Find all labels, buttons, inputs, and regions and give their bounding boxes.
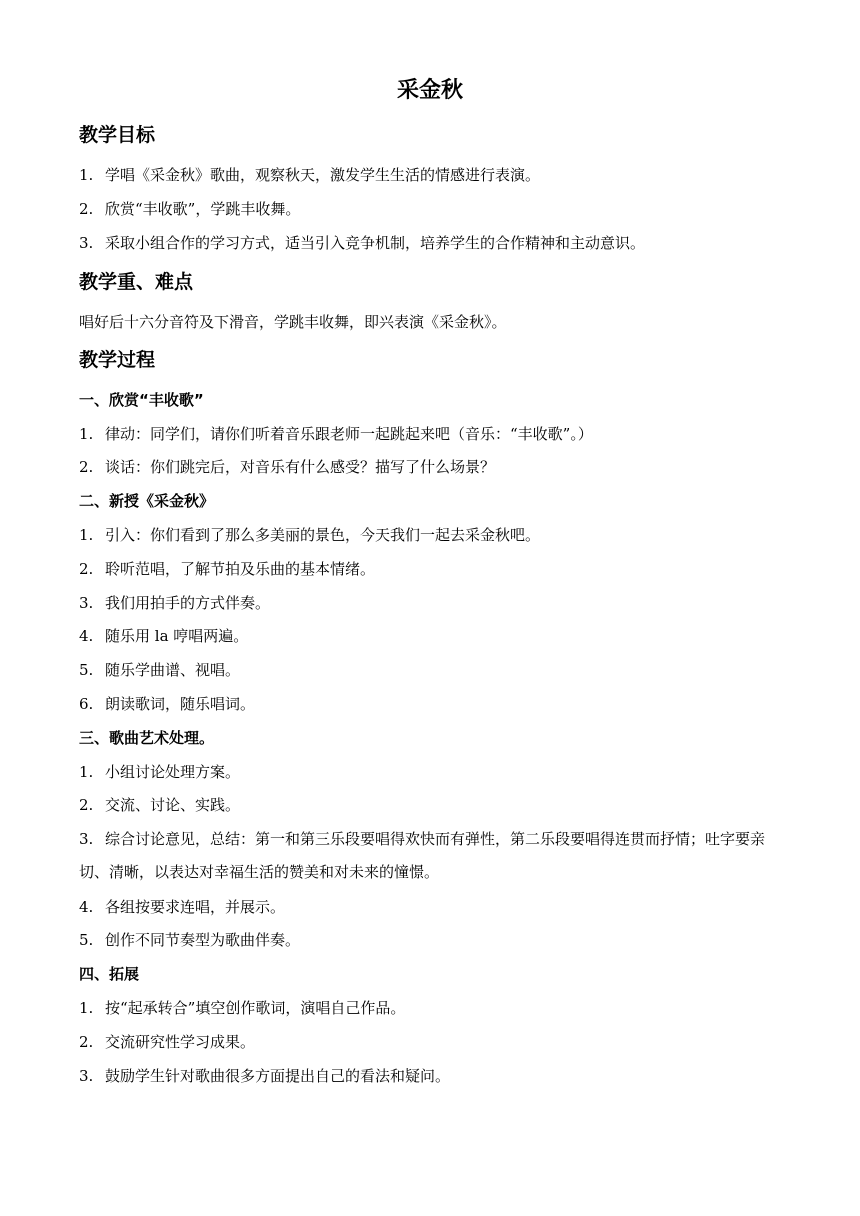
item-number: 5. — [79, 931, 94, 949]
process-item — [79, 524, 540, 546]
focus-text: 唱好后十六分音符及下滑音，学跳丰收舞，即兴表演《采金秋》。 — [79, 313, 507, 331]
process-item — [79, 456, 495, 478]
process-item — [79, 997, 405, 1019]
item-number: 1. — [79, 166, 94, 184]
item-number: 2. — [79, 560, 94, 578]
section-heading-goals: 教学目标 — [79, 124, 156, 146]
item-number: 5. — [79, 661, 94, 679]
goal-item — [79, 232, 645, 254]
subsection-heading: 一、欣赏“丰收歌” — [79, 391, 204, 409]
item-text: 各组按要求连唱，并展示。 — [105, 898, 286, 916]
item-number: 2. — [79, 200, 94, 218]
item-number: 3. — [79, 234, 94, 252]
item-text: 随乐用 la 哼唱两遍。 — [105, 627, 249, 645]
item-number: 6. — [79, 695, 94, 713]
item-text: 交流、讨论、实践。 — [105, 796, 241, 814]
item-number: 1. — [79, 526, 94, 544]
process-item-wrapped — [79, 823, 791, 889]
process-item — [79, 625, 248, 647]
item-text: 聆听范唱，了解节拍及乐曲的基本情绪。 — [105, 560, 376, 578]
subsection-heading: 二、新授《采金秋》 — [79, 492, 215, 510]
item-number: 1. — [79, 425, 94, 443]
item-text: 按“起承转合”填空创作歌词，演唱自己作品。 — [105, 999, 406, 1017]
process-item — [79, 929, 300, 951]
item-number: 2. — [79, 796, 94, 814]
item-number: 4. — [79, 898, 94, 916]
item-number: 2. — [79, 1033, 94, 1051]
item-text: 创作不同节奏型为歌曲伴奏。 — [105, 931, 301, 949]
process-item — [79, 592, 270, 614]
process-item — [79, 423, 593, 445]
item-number: 3. — [79, 830, 94, 848]
process-item — [79, 896, 285, 918]
process-item — [79, 1065, 450, 1087]
document-title: 采金秋 — [396, 78, 463, 103]
item-text: 学唱《采金秋》歌曲，观察秋天，激发学生生活的情感进行表演。 — [105, 166, 541, 184]
item-text: 鼓励学生针对歌曲很多方面提出自己的看法和疑问。 — [105, 1067, 451, 1085]
item-number: 1. — [79, 999, 94, 1017]
goal-item — [79, 198, 300, 220]
item-text: 引入：你们看到了那么多美丽的景色，今天我们一起去采金秋吧。 — [105, 526, 541, 544]
subsection-heading: 三、歌曲艺术处理。 — [79, 729, 215, 747]
item-number: 1. — [79, 763, 94, 781]
item-number: 3. — [79, 1067, 94, 1085]
process-item — [79, 1031, 255, 1053]
item-text: 随乐学曲谱、视唱。 — [105, 661, 241, 679]
section-heading-process: 教学过程 — [79, 349, 156, 371]
item-number: 2. — [79, 458, 94, 476]
item-text: 小组讨论处理方案。 — [105, 763, 241, 781]
item-text: 欣赏“丰收歌”，学跳丰收舞。 — [105, 200, 301, 218]
item-text: 朗读歌词，随乐唱词。 — [105, 695, 256, 713]
item-text: 交流研究性学习成果。 — [105, 1033, 256, 1051]
item-text: 律动：同学们，请你们听着音乐跟老师一起跳起来吧（音乐：“丰收歌”。） — [105, 425, 593, 443]
item-number: 4. — [79, 627, 94, 645]
section-heading-focus: 教学重、难点 — [79, 271, 194, 293]
goal-item — [79, 164, 540, 186]
item-text: 采取小组合作的学习方式，适当引入竞争机制，培养学生的合作精神和主动意识。 — [105, 234, 646, 252]
item-text: 谈话：你们跳完后，对音乐有什么感受？描写了什么场景？ — [105, 458, 496, 476]
subsection-heading: 四、拓展 — [79, 965, 140, 983]
process-item — [79, 558, 375, 580]
item-text: 综合讨论意见，总结：第一和第三乐段要唱得欢快而有弹性，第二乐段要唱得连贯而抒情；吐字要亲切、清晰，以表达对幸福生活的赞美和对未来的憧憬。 — [79, 830, 766, 881]
item-number: 3. — [79, 594, 94, 612]
item-text: 我们用拍手的方式伴奏。 — [105, 594, 271, 612]
process-item — [79, 659, 240, 681]
process-item — [79, 794, 240, 816]
process-item — [79, 761, 240, 783]
process-item — [79, 693, 255, 715]
